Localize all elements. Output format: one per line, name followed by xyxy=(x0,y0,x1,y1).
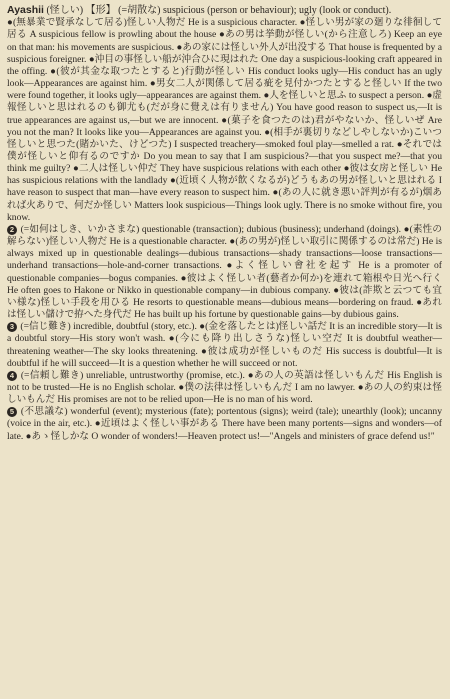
sense-3-text: (=信じ難き) incredible, doubtful (story, etc.). ●(金を落したとは)怪しい話だ It is an incredible story—It is a doubtful story—His story won't wash. ●(今にも降り出しさうな)怪しい空だ It is doubtful weather—threatening weather—The sky looks threatening. ●彼は成功が怪しいものだ His success is doubtful—It is doubtful if he will succeed—It is a question whether he will succeed or not. xyxy=(7,321,442,369)
sense-2 xyxy=(7,224,442,321)
part-of-speech: 【形】 xyxy=(85,5,116,16)
sense-5-text: (不思議な) wonderful (event); mysterious (fate); portentous (signs); weird (tale); unearthly (look); uncanny (voice in the air, etc.). ●近頃はよく怪しい事がある There have been many portents—signs and wonders—of late. ●あゝ怪しかな O wonder of wonders!—Heaven protect us!—"Angels and ministers of grace defend us!" xyxy=(7,406,443,442)
sense-5 xyxy=(7,406,442,442)
sense-4 xyxy=(7,370,442,406)
sense-2-text: (=如何はしき、いかさまな) questionable (transaction); dubious (business); underhand (doings). ●(素性の解らない)怪しい人物だ He is a questionable character. ●(あの男が)怪しい取引に関係するのは常だ) He is always mixed up in questionable dealings—dubious transactions—shady transactions—loose transactions—underhand transactions—hole-and-corner transactions. ●よく怪しい會社を起す He is a promoter of questionable companies—bogus companies. ●彼はよく怪しい者(藝者か何か)を連れて箱根や日光へ行く He often goes to Hakone or Nikko in questionable company—in dubious company. ●彼は(詐欺と云つても宜い様な)怪しい手段を用ひる He resorts to questionable means—dubious means—bordering on fraud. ●あれは怪しい儲けで拵へた身代だ He has built up his fortune by questionable gains—by dubious gains. xyxy=(7,223,442,321)
entry-header xyxy=(7,4,442,17)
sense-1 xyxy=(7,17,442,224)
sense-4-text: (=信頼し難き) unreliable, untrustworthy (promise, etc.). ●あの人の英語は怪しいもんだ His English is not to be trusted—He is no English scholar. ●僕の法律は怪しいもんだ I am no lawyer. ●あの人の約束は怪しいもんだ His promises are not to be relied upon—He is no man of his word. xyxy=(7,369,442,406)
headword-kana: (怪しい) xyxy=(46,5,84,16)
sense-1-text: ●(無暴業で賢承なして居る)怪しい人物だ He is a suspicious character. ●怪しい男が家の廻りな徘徊して居る A suspicious fellow is prowling about the house ●あの男は挙動が怪しい(から注意しろ) Keep an eye on that man: his movements are suspicious. ●あの家には怪しい外人が出没する That house is frequented by a suspicious foreigner. ●沖目の事怪しい船が沖合ひに現はれた One day a suspicious-looking craft appeared in the offing. ●(彼が其金な取つたとすると)行動が怪しい His conduct looks ugly—His conduct has an ugly look—Appearances are against him. ●男女二人が関係して居る疵を見付かつたとすると怪しい If the two were found together, it looks ugly—appearances are against them. ●人を怪しいと思ふ to suspect a person. ●虚報怪しいと思はれるのも御尤も(だが身に覺えは有りません) You have good reason to suspect us,—It is true appearances are against us,—but we are innocent. ●(菓子を食つたのは)君がやないか、怪しいぜ Are you not the man? It looks like you—Appearances are against you. ●(相手が裏切りなどしやしないか)こいつ怪しいと思つた(賭かいた、けどつた) I suspected treachery—smoked foul play—smelled a rat. ●それでは僕が怪しいと仰有るのですか Do you mean to say that I am suspicious?—that you suspect me?—that you think me guilty? ●二人は怪しい仲だ They have suspicious relations with each other ●彼は女房と怪しい He has suspicious relations with the landlady ●(近頃く人物が飲くなるが)どうもあの男が怪しいと思はれる I have reason to suspect that man—have every reason to suspect him. ●(あの人に就き悪い評判が有るが)烟あれば火ありで、何だか怪しい Matters look suspicious—Things look ugly. There is no smoke without fire, you know. xyxy=(7,17,442,223)
headword: Ayashii xyxy=(7,4,44,16)
sense-number-badge: 5 xyxy=(7,407,17,417)
sense-number-badge: 4 xyxy=(7,371,17,381)
sense-3 xyxy=(7,321,442,370)
sense-number-badge: 3 xyxy=(7,322,17,332)
sense-1-gloss: (=胡散な) suspicious (person or behaviour); ugly (look or conduct). xyxy=(118,5,392,16)
sense-number-badge: 2 xyxy=(7,225,17,235)
